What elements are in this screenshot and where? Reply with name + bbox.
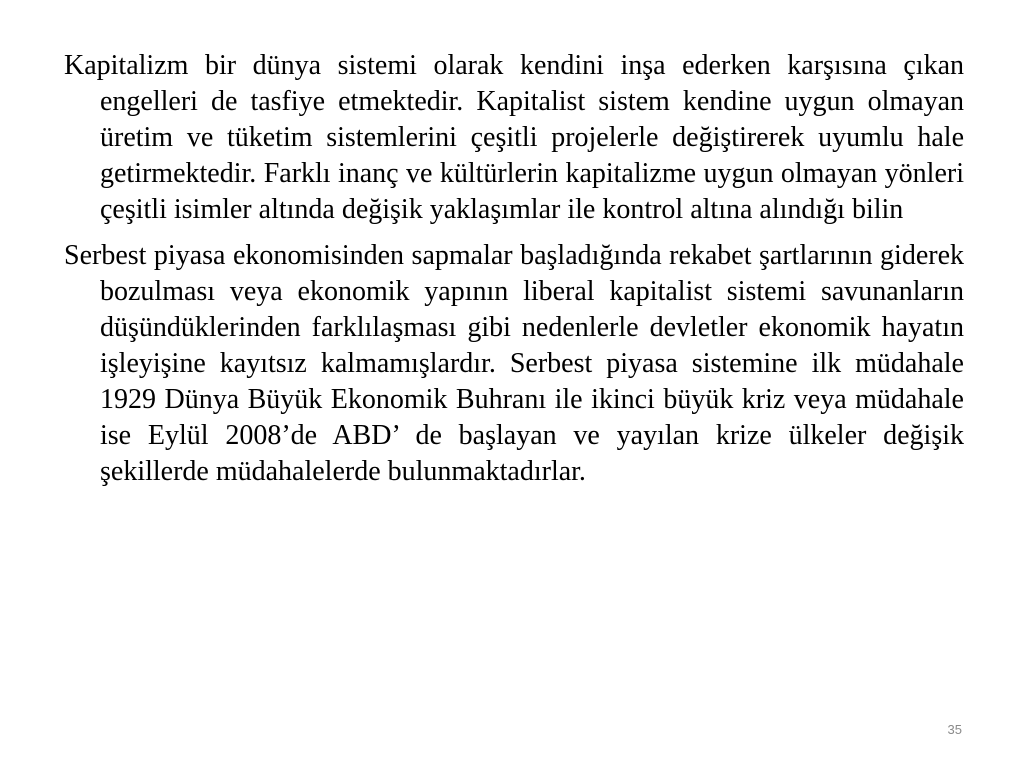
paragraph-capitalism-world-system: Kapitalizm bir dünya sistemi olarak kendini inşa ederken karşısına çıkan engelleri de tasfiye etmektedir. Kapitalist sistem kendine uygun olmayan üretim ve tüketim sistemlerini çeşitli projelerle değiştirerek uyumlu hale getirmektedir. Farklı inanç ve kültürlerin kapitalizme uygun olmayan yönleri çeşitli isimler altında değişik yaklaşımlar ile kontrol altına alındığı bilin	[64, 50, 964, 225]
page-number: 35	[947, 722, 962, 737]
slide-body	[64, 48, 964, 500]
paragraph-free-market-intervention: Serbest piyasa ekonomisinden sapmalar başladığında rekabet şartlarının giderek bozulması veya ekonomik yapının liberal kapitalist sistemi savunanların düşündüklerinden farklılaşması gibi nedenlerle devletler ekonomik hayatın işleyişine kayıtsız kalmamışlardır. Serbest piyasa sistemine ilk müdahale 1929 Dünya Büyük Ekonomik Buhranı ile ikinci büyük kriz veya müdahale ise Eylül 2008’de ABD’ de başlayan ve yayılan krize ülkeler değişik şekillerde müdahalelerde bulunmaktadırlar.	[64, 240, 964, 487]
